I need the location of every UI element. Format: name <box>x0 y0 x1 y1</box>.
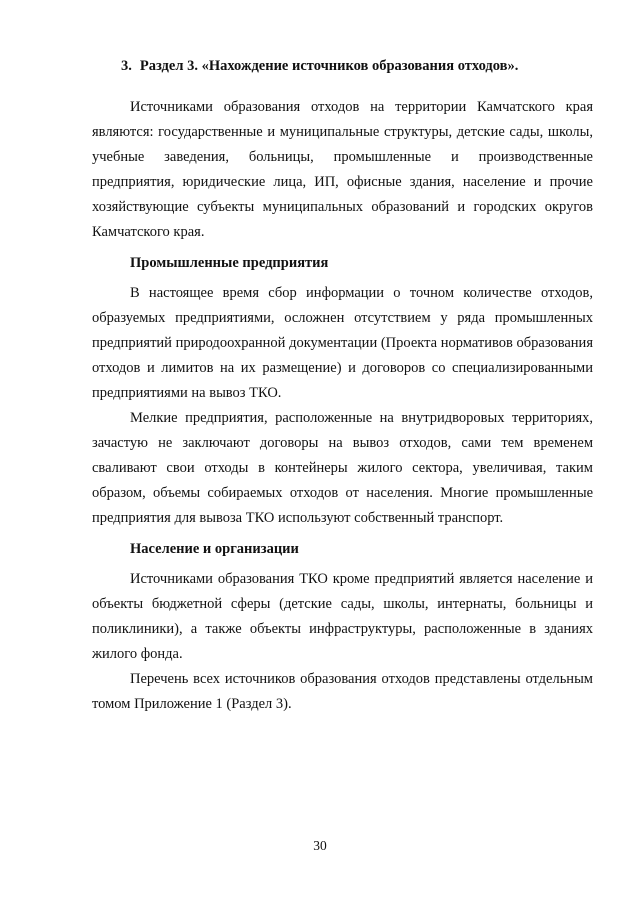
paragraph-population-1: Источниками образования ТКО кроме предприятий является население и объекты бюджетной сферы (детские сады, школы, интернаты, больницы и поликлиники), а также объекты инфраструктуры, расположенные в зданиях жилого фонда. <box>92 571 593 662</box>
page-content <box>92 56 593 717</box>
page-number: 30 <box>313 838 327 853</box>
paragraph-industrial-2: Мелкие предприятия, расположенные на внутридворовых территориях, зачастую не заключают договоры на вывоз отходов, сами тем временем сваливают свои отходы в контейнеры жилого сектора, увеличивая, таким образом, объемы собираемых отходов от населения. Многие промышленные предприятия для вывоза ТКО используют собственный транспорт. <box>92 410 593 526</box>
section-number: 3. <box>121 58 132 74</box>
section-heading <box>92 56 593 76</box>
paragraph-industrial-1: В настоящее время сбор информации о точном количестве отходов, образуемых предприятиями, осложнен отсутствием у ряда промышленных предприятий природоохранной документации (Проекта нормативов образования отходов и лимитов на их размещение) и договоров со специализированными предприятиями на вывоз ТКО. <box>92 285 593 401</box>
subheading-industrial: Промышленные предприятия <box>130 255 329 271</box>
paragraph-population-2: Перечень всех источников образования отходов представлены отдельным томом Приложение 1 (Раздел 3). <box>92 671 593 712</box>
subheading-population: Население и организации <box>130 541 299 557</box>
section-title: Раздел 3. «Нахождение источников образования отходов». <box>139 58 519 74</box>
paragraph-intro: Источниками образования отходов на территории Камчатского края являются: государственные и муниципальные структуры, детские сады, школы, учебные заведения, больницы, промышленные и производственные предприятия, юридические лица, ИП, офисные здания, население и прочие хозяйствующие субъекты муниципальных образований и городских округов Камчатского края. <box>92 99 593 240</box>
